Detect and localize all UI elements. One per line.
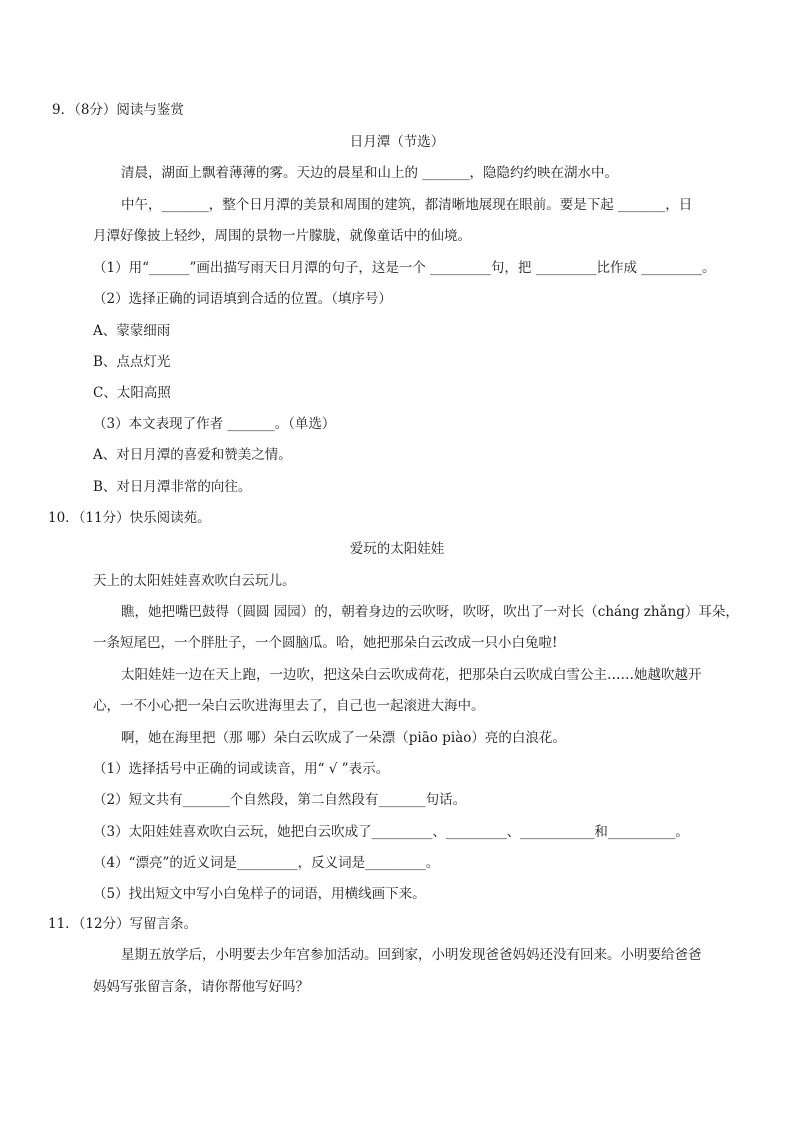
q10-paragraph-2-line-1: 瞧，她把嘴巴鼓得（圆圆 园园）的，朝着身边的云吹呀，吹呀，吹出了一对长（cháng zhǎng）耳朵， — [121, 604, 739, 620]
q11-prompt-line-1: 星期五放学后，小明要去少年宫参加活动。回到家，小明发现爸爸妈妈还没有回来。小明要给爸爸 — [121, 947, 702, 963]
q10-header: 10．（11分）快乐阅读苑。 — [48, 510, 211, 526]
q10-paragraph-2-line-2: 一条短尾巴，一个胖肚子，一个圆脑瓜。哈，她把那朵白云改成一只小白兔啦! — [93, 635, 558, 651]
q9-subquestion-3: （3）本文表现了作者 _______。（单选） — [93, 416, 336, 432]
q10-subquestion-2: （2）短文共有_______个自然段，第二自然段有_______句话。 — [93, 792, 467, 808]
q10-subquestion-1: （1）选择括号中正确的词或读音，用“ √ ”表示。 — [93, 761, 390, 777]
q9-option-c: C、太阳高照 — [93, 385, 171, 401]
q11-prompt-line-2: 妈妈写张留言条，请你帮他写好吗？ — [93, 979, 309, 995]
q9-subquestion-1: （1）用“______”画出描写雨天日月潭的句子，这是一个 _________句，把 _________比作成 _________。 — [93, 260, 716, 276]
q11-header: 11．（12分）写留言条。 — [48, 916, 198, 932]
q10-paragraph-4: 啊，她在海里把（那 哪）朵白云吹成了一朵漂（piāo piào）亮的白浪花。 — [121, 730, 566, 746]
q9-option-a: A、蒙蒙细雨 — [93, 323, 171, 339]
q9-paragraph-1: 清晨，湖面上飘着薄薄的雾。天边的晨星和山上的 _______，隐隐约约映在湖水中。 — [121, 165, 619, 181]
q10-subquestion-4: （4）“漂亮”的近义词是_________，反义词是_________。 — [93, 855, 440, 871]
q10-paragraph-1: 天上的太阳娃娃喜欢吹白云玩儿。 — [93, 573, 296, 589]
q9-option-b: B、点点灯光 — [93, 354, 171, 370]
q9-header: 9．（8分）阅读与鉴赏 — [52, 102, 184, 118]
q10-passage-title: 爱玩的太阳娃娃 — [349, 541, 445, 557]
q9-subquestion-3-option-a: A、对日月潭的喜爱和赞美之情。 — [93, 447, 292, 463]
q9-subquestion-2: （2）选择正确的词语填到合适的位置。（填序号） — [93, 291, 392, 307]
q9-subquestion-3-option-b: B、对日月潭非常的向往。 — [93, 479, 252, 495]
q9-paragraph-2-line-2: 月潭好像披上轻纱，周围的景物一片朦胧，就像童话中的仙境。 — [93, 228, 471, 244]
q9-paragraph-2-line-1: 中午，_______，整个日月潭的美景和周围的建筑，都清晰地展现在眼前。要是下起 _______，日 — [121, 197, 693, 213]
q10-paragraph-3-line-2: 心，一不小心把一朵白云吹进海里去了，自己也一起滚进大海中。 — [93, 698, 485, 714]
q10-paragraph-3-line-1: 太阳娃娃一边在天上跑，一边吹，把这朵白云吹成荷花，把那朵白云吹成白雪公主……她越吹越开 — [121, 667, 702, 683]
q10-subquestion-5: （5）找出短文中写小白兔样子的词语，用横线画下来。 — [93, 886, 426, 902]
q9-passage-title: 日月潭（节选） — [349, 134, 445, 150]
q10-subquestion-3: （3）太阳娃娃喜欢吹白云玩，她把白云吹成了_________、_________、___________和__________。 — [93, 824, 689, 840]
